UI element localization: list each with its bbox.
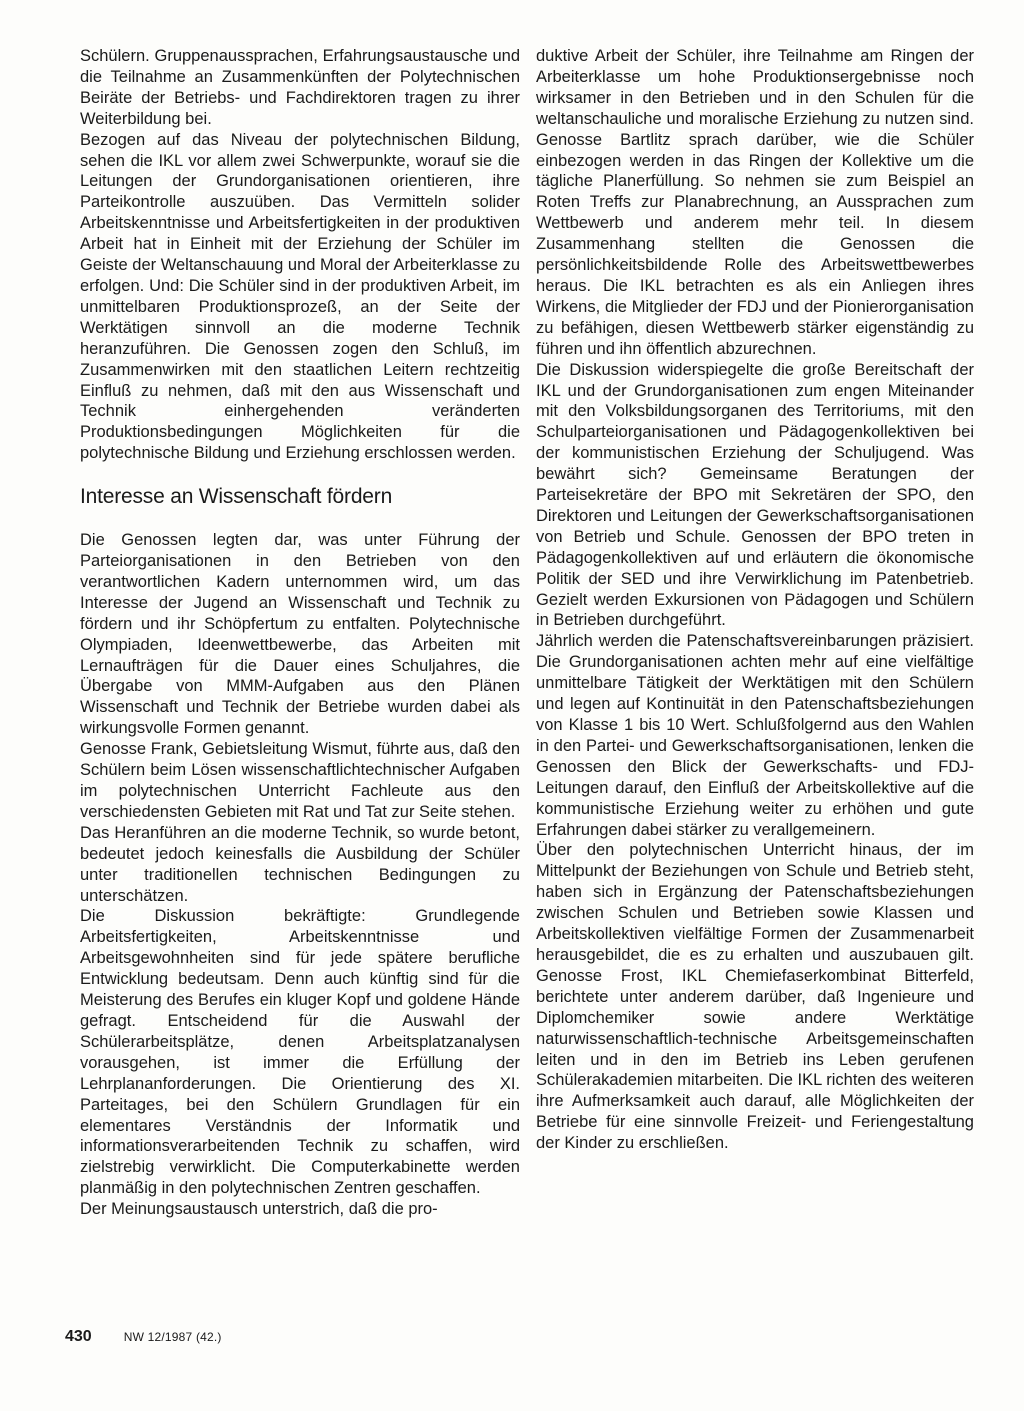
paragraph: Die Genossen legten dar, was unter Führung der Parteiorganisationen in den Betrieben von den verantwortlichen Kadern unternommen wird, um das Interesse der Jugend an Wissenschaft und Technik zu fördern und ihr Schöpfertum zu entfalten. Polytechnische Olympiaden, Ideenwettbewerbe, das Arbeiten mit Lernaufträgen für die Dauer eines Schuljahres, die Übergabe von MMM-Aufgaben aus den Plänen Wissenschaft und Technik der Betriebe wurden dabei als wirkungsvolle Formen genannt. xyxy=(80,531,520,738)
page-footer xyxy=(65,1328,222,1346)
paragraph: Bezogen auf das Niveau der polytechnischen Bildung, sehen die IKL vor allem zwei Schwerpunkte, worauf sie die Leitungen der Grundorganisationen orientieren, ihre Parteikontrolle auszuüben. Das Vermitteln solider Arbeitskenntnisse und Arbeitsfertigkeiten in der produktiven Arbeit hat in Einheit mit der Erziehung der Schüler im Geiste der Weltanschauung und Moral der Arbeiterklasse zu erfolgen. Und: Die Schüler sind in der produktiven Arbeit, im unmittelbaren Produktionsprozeß, an der Seite der Werktätigen sinnvoll an die moderne Technik heranzuführen. Die Genossen zogen den Schluß, im Zusammenwirken mit den staatlichen Leitern rechtzeitig Einfluß zu nehmen, daß mit den aus Wissenschaft und Technik einhergehenden veränderten Produktionsbedingungen Möglichkeiten für die polytechnische Bildung und Erziehung erschlossen werden. xyxy=(80,130,520,463)
paragraph: Jährlich werden die Patenschaftsvereinbarungen präzisiert. Die Grundorganisationen achten mehr auf eine vielfältige unmittelbare Tätigkeit der Werktätigen mit den Schülern und legen auf Kontinuität in den Patenschaftsbeziehungen von Klasse 1 bis 10 Wert. Schlußfolgernd aus den Wahlen in den Partei- und Gewerkschaftsorganisationen, lenken die Genossen den Blick der Gewerkschafts- und FDJ-Leitungen darauf, den Einfluß der Arbeitskollektive auf die kommunistische Erziehung weiter zu erhöhen und gute Erfahrungen dabei stärker zu verallgemeinern. xyxy=(536,632,974,839)
paragraph: duktive Arbeit der Schüler, ihre Teilnahme am Ringen der Arbeiterklasse um hohe Produktionsergebnisse noch wirksamer in den Betrieben und in den Schulen für die weltanschauliche und moralische Erziehung zu nutzen sind. Genosse Bartlitz sprach darüber, wie die Schüler einbezogen werden in das Ringen der Kollektive um die tägliche Planerfüllung. So nehmen sie zum Beispiel an Roten Treffs zur Planabrechnung, an Aussprachen zum Wettbewerb und anderem mehr teil. In diesem Zusammenhang stellten die Genossen die persönlichkeitsbildende Rolle des Arbeitswettbewerbes heraus. Die IKL betrachten es als ein Anliegen ihres Wirkens, die Mitglieder der FDJ und der Pionierorganisation zu befähigen, diesen Wettbewerb stärker eigenständig zu führen und ihn öffentlich abzurechnen. xyxy=(536,47,974,358)
paragraph: Die Diskussion bekräftigte: Grundlegende Arbeitsfertigkeiten, Arbeitskenntnisse und Arbeitsgewohnheiten sind für jede spätere berufliche Entwicklung bedeutsam. Denn auch künftig sind für die Meisterung des Berufes ein kluger Kopf und goldene Hände gefragt. Entscheidend für die Auswahl der Schülerarbeitsplätze, denen Arbeitsplatzanalysen vorausgehen, ist immer die Erfüllung der Lehrplananforderungen. Die Orientierung des XI. Parteitages, bei den Schülern Grundlagen für ein elementares Verständnis der Informatik und informationsverarbeitenden Technik zu schaffen, wird zielstrebig verwirklicht. Die Computerkabinette werden planmäßig in den polytechnischen Zentren geschaffen. xyxy=(80,907,520,1198)
paragraph: Über den polytechnischen Unterricht hinaus, der im Mittelpunkt der Beziehungen von Schule und Betrieb steht, haben sich in Ergänzung der Patenschaftsbeziehungen zwischen Schulen und Betrieben sowie Klassen und Arbeitskollektiven vielfältige Formen der Zusammenarbeit herausgebildet, die es zu erhalten und auszubauen gilt. Genosse Frost, IKL Chemiefaserkombinat Bitterfeld, berichtete unter anderem darüber, daß Ingenieure und Diplomchemiker sowie andere Werktätige naturwissenschaftlich-technische Arbeitsgemeinschaften leiten und in den im Betrieb ins Leben gerufenen Schülerakademien mitarbeiten. Die IKL richten des weiteren ihre Aufmerksamkeit auch darauf, alle Möglichkeiten der Betriebe für eine sinnvolle Freizeit- und Feriengestaltung der Kinder zu erschließen. xyxy=(536,841,974,1153)
paragraph: Schülern. Gruppenaussprachen, Erfahrungsaustausche und die Teilnahme an Zusammenkünften der Polytechnischen Beiräte der Betriebs- und Fachdirektoren tragen zu ihrer Weiterbildung bei. xyxy=(80,47,520,128)
paragraph: Der Meinungsaustausch unterstrich, daß die pro- xyxy=(80,1200,438,1219)
section-heading: Interesse an Wissenschaft fördern xyxy=(80,485,393,509)
paragraph: Genosse Frank, Gebietsleitung Wismut, führte aus, daß den Schülern beim Lösen wissenschaftlichtechnischer Aufgaben im polytechnischen Unterricht Fachleute aus den verschiedensten Gebieten mit Rat und Tat zur Seite stehen. xyxy=(80,740,520,821)
paragraph: Die Diskussion widerspiegelte die große Bereitschaft der IKL und der Grundorganisationen zum engen Miteinander mit den Volksbildungsorganen des Territoriums, mit den Schulparteiorganisationen und Pädagogenkollektiven bei der kommunistischen Erziehung der Schuljugend. Was bewährt sich? Gemeinsame Beratungen der Parteisekretäre der BPO mit Sekretären der SPO, den Direktoren und Leitungen der Gewerkschaftsorganisationen von Betrieb und Schule. Genossen der BPO treten in Pädagogenkollektiven auf und erläutern die ökonomische Politik der SED und ihre Verwirklichung im Patenbetrieb. Gezielt werden Exkursionen von Pädagogen und Schülern in Betrieben durchgeführt. xyxy=(536,360,974,630)
left-column xyxy=(80,46,520,1220)
paragraph: Das Heranführen an die moderne Technik, so wurde betont, bedeutet jedoch keinesfalls die Ausbildung der Schüler unter traditionellen technischen Bedingungen zu unterschätzen. xyxy=(80,823,520,905)
page-number: 430 xyxy=(65,1328,92,1345)
right-column xyxy=(536,46,974,1154)
journal-reference: NW 12/1987 (42.) xyxy=(123,1330,222,1344)
